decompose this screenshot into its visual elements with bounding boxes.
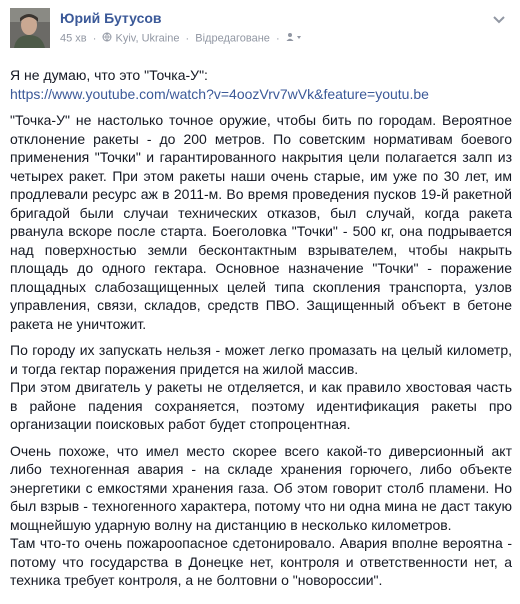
paragraph-3: При этом двигатель у ракеты не отделяется, и как правило хвостовая часть в районе падения сохраняется, поэтому идентификация ракеты про организации поисковых работ будет стопроцентная. [10, 379, 512, 432]
separator-dot: · [92, 32, 97, 45]
separator-dot: · [185, 32, 190, 45]
edited-label[interactable]: Відредаговане [195, 32, 270, 45]
separator-dot: · [276, 32, 280, 45]
friends-caret-icon[interactable] [286, 32, 302, 45]
spacer [10, 333, 512, 341]
post-body [10, 66, 512, 590]
paragraph-2: По городу их запускать нельзя - может легко промазать на целый километр, и тогда гектар поражения придется на жилой массив. [10, 342, 512, 377]
spacer [10, 434, 512, 442]
post-location[interactable]: Kyiv, Ukraine [115, 32, 180, 45]
spacer [10, 103, 512, 111]
globe-icon [102, 32, 112, 45]
post-meta [60, 32, 302, 45]
avatar[interactable] [10, 8, 50, 48]
chevron-down-icon[interactable] [490, 10, 508, 28]
post-time[interactable]: 45 хв [60, 32, 87, 45]
paragraph-1: "Точка-У" не настолько точное оружие, чтобы бить по городам. Вероятное отклонение ракеты - до 200 метров. По советским нормативам боевого применения "Точки" и гарантированного накрытия цели полагается залп из четырех ракет. При этом ракеты наши очень старые, им уже по 30 лет, им продлевали ресурс аж в 2011-м. Во время проведения пусков 19-й ракетной бригадой были случаи технических отказов, был случай, когда ракета рванула вскоре после старта. Боеголовка "Точки" - 500 кг, она подрывается над поверхностью земли бесконтактным взрывателем, чтобы накрыть площадь до одного гектара. Основное назначение "Точки" - поражение площадных слабозащищенных целей типа скопления транспорта, узлов управления, связи, складов, средств ПВО. Защищенный объект в бетоне ракета не уничтожит. [10, 112, 512, 332]
paragraph-4: Очень похоже, что имел место скорее всего какой-то диверсионный акт либо техногенная авария - на складе хранения горючего, либо объекте энергетики с емкостями хранения газа. Об этом говорит столб пламени. Но был взрыв - техногенного характера, потому что ни одна мина не даст такую мощнейшую ударную волну на дистанцию в несколько километров. [10, 442, 512, 533]
post-header [0, 0, 520, 60]
youtube-link[interactable]: https://www.youtube.com/watch?v=4oozVrv7wVk&feature=youtu.be [10, 85, 429, 102]
author-name[interactable]: Юрий Бутусов [60, 10, 162, 26]
paragraph-5: Там что-то очень пожароопасное сдетонировало. Авария вполне вероятна - потому что государства в Донецке нет, контроля и ответственности нет, а техника требует контроля, а не болтовни о "новороссии". [10, 535, 512, 588]
intro-text: Я не думаю, что это "Точка-У": [10, 67, 208, 83]
